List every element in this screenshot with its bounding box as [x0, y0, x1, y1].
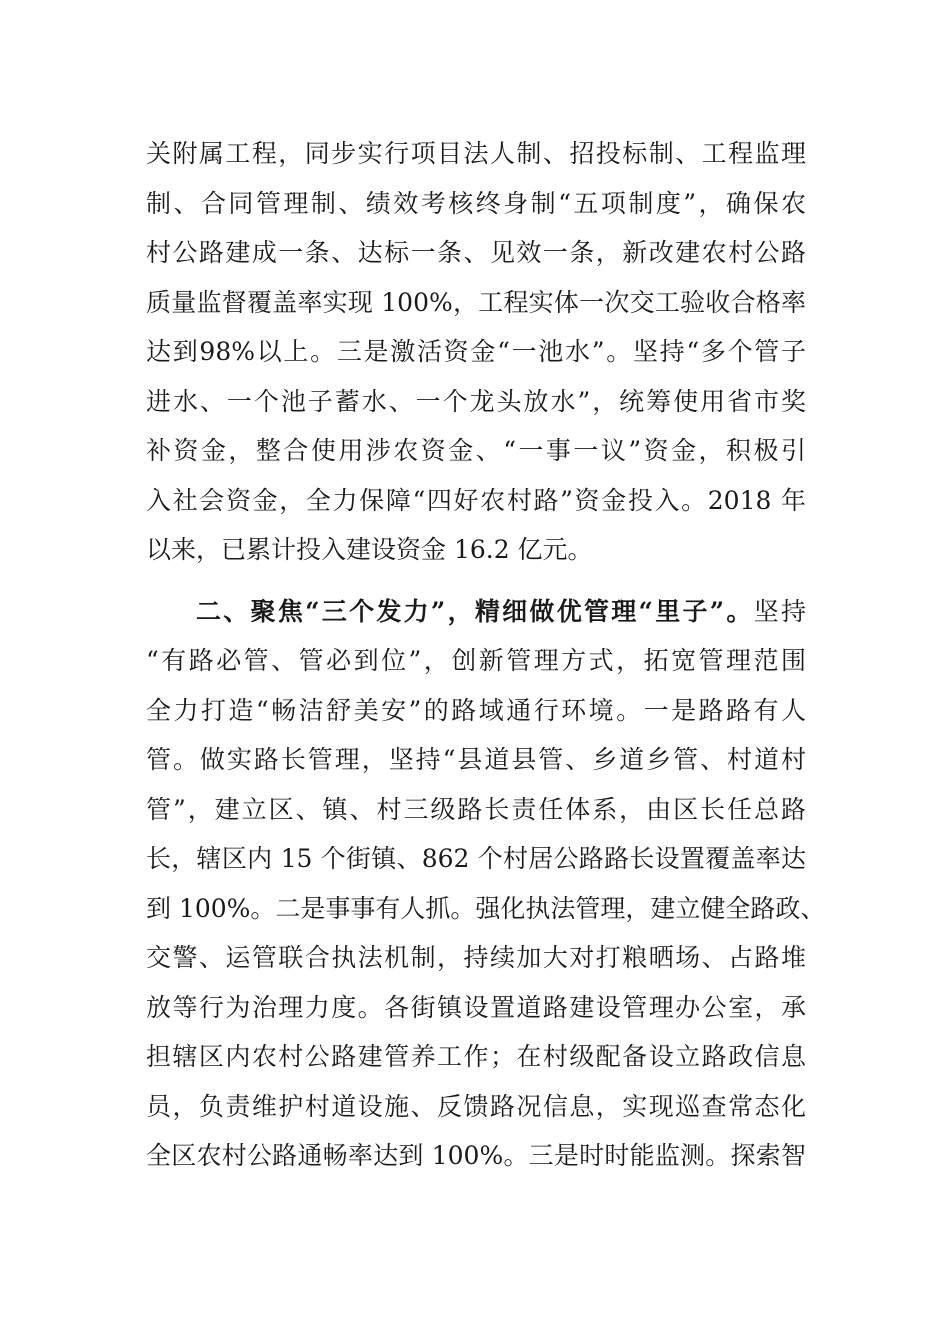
paragraph-1-line: 进水、一个池子蓄水、一个龙头放水”，统筹使用省市奖: [146, 387, 806, 416]
paragraph-1-line: 以来，已累计投入建设资金 16.2 亿元。: [146, 535, 593, 564]
paragraph-2-line: 管。做实路长管理，坚持“县道县管、乡道乡管、村道村: [146, 745, 806, 774]
paragraph-2-line: 放等行为治理力度。各街镇设置道路建设管理办公室，承: [146, 993, 806, 1022]
section-heading: 二、聚焦“三个发力”，精细做优管理“里子”。: [196, 597, 754, 626]
paragraph-1-line: 补资金，整合使用涉农资金、“一事一议”资金，积极引: [146, 436, 806, 465]
paragraph-2-line: 长，辖区内 15 个街镇、862 个村居公路路长设置覆盖率达: [146, 844, 806, 873]
paragraph-2-line: 员，负责维护村道设施、反馈路况信息，实现巡查常态化: [146, 1092, 806, 1121]
paragraph-2-line: “有路必管、管必到位”，创新管理方式，拓宽管理范围: [146, 646, 806, 675]
paragraph-2-first-line: [196, 592, 806, 632]
paragraph-1-line: 达到98%以上。三是激活资金“一池水”。坚持“多个管子: [146, 337, 806, 366]
paragraph-2-line: 担辖区内农村公路建管养工作；在村级配备设立路政信息: [146, 1042, 806, 1071]
paragraph-2-line: 到 100%。二是事事有人抓。强化执法管理，建立健全路政、: [146, 894, 826, 923]
paragraph-2-line: 全区农村公路通畅率达到 100%。三是时时能监测。探索智: [146, 1141, 806, 1170]
paragraph-1-line: 村公路建成一条、达标一条、见效一条，新改建农村公路: [146, 238, 806, 267]
paragraph-1-line: 入社会资金，全力保障“四好农村路”资金投入。2018 年: [146, 486, 806, 515]
paragraph-2-line: 全力打造“畅洁舒美安”的路域通行环境。一是路路有人: [146, 696, 806, 725]
paragraph-1-line: 制、合同管理制、绩效考核终身制“五项制度”，确保农: [146, 189, 806, 218]
paragraph-1-line: 质量监督覆盖率实现 100%，工程实体一次交工验收合格率: [146, 288, 806, 317]
section-heading-continuation: 坚持: [753, 597, 806, 626]
paragraph-2-line: 交警、运管联合执法机制，持续加大对打粮晒场、占路堆: [146, 943, 806, 972]
paragraph-2-line: 管”，建立区、镇、村三级路长责任体系，由区长任总路: [146, 795, 806, 824]
paragraph-1-line: 关附属工程，同步实行项目法人制、招投标制、工程监理: [146, 139, 806, 168]
